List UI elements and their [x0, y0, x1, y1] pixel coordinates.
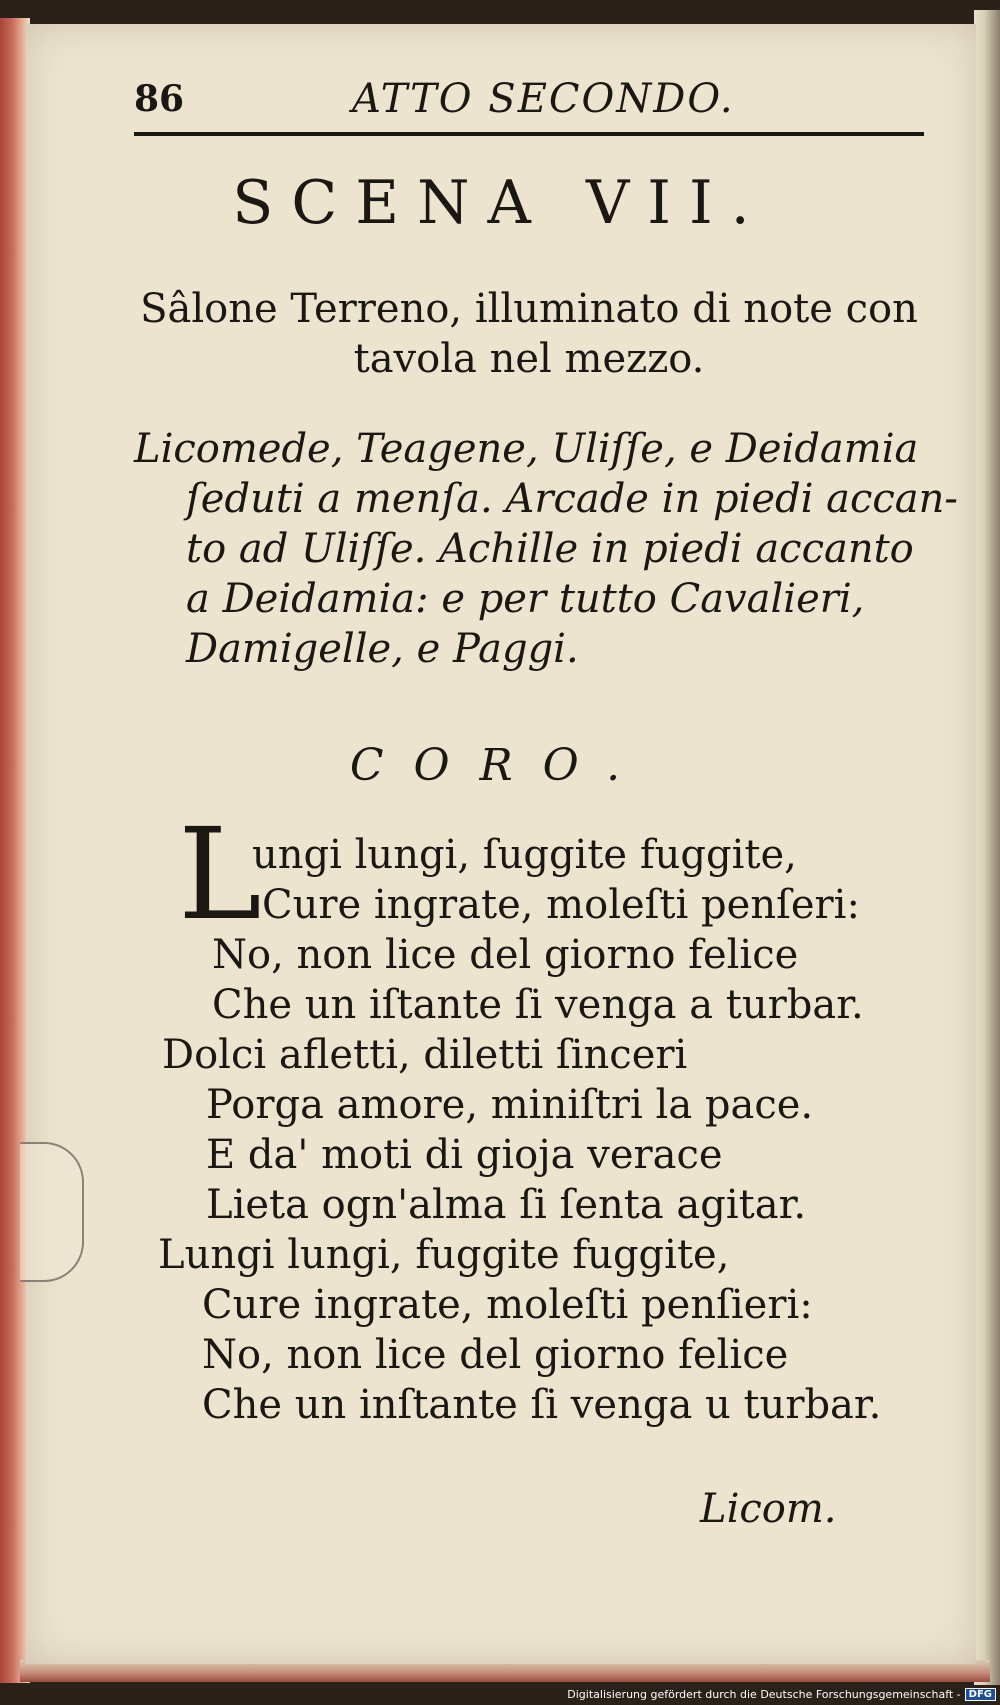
page-clip — [20, 1142, 84, 1282]
footer-text: Digitalisierung gefördert durch die Deutsche Forschungsgemeinschaft - — [567, 1687, 961, 1701]
stage-direction-line: ſeduti a menſa. Arcade in piedi accan- — [186, 476, 958, 522]
chorus-heading: CORO. — [349, 740, 651, 791]
verse-line: Che un inſtante ſi venga u turbar. — [202, 1382, 882, 1428]
page-header — [134, 78, 924, 138]
verse-line: No, non lice del giorno felice — [202, 1332, 789, 1378]
verse-line: Che un iſtante ſi venga a turbar. — [212, 982, 864, 1028]
verse-line: Porga amore, miniſtri la pace. — [206, 1082, 814, 1128]
book-edge-right — [974, 10, 1000, 1685]
stage-direction-line: a Deidamia: e per tutto Cavalieri, — [186, 576, 865, 622]
verse-line: Lungi lungi, fuggite fuggite, — [158, 1232, 730, 1278]
verse-line: No, non lice del giorno felice — [212, 932, 799, 978]
scene-title: SCENA VII. — [232, 168, 768, 238]
setting-line: tavola nel mezzo. — [353, 336, 705, 382]
running-head: ATTO SECONDO. — [352, 76, 735, 122]
verse-line: Lieta ogn'alma ſi ſenta agitar. — [206, 1182, 807, 1228]
stage-direction-line: Licomede, Teagene, Uliſſe, e Deidamia — [134, 426, 919, 472]
header-rule — [134, 132, 924, 136]
stage-direction-line: Damigelle, e Paggi. — [186, 626, 579, 672]
verse-line: Cure ingrate, moleſti penſieri: — [202, 1282, 813, 1328]
stage-direction-line: to ad Uliſſe. Achille in piedi accanto — [186, 526, 914, 572]
setting-line: Sâlone Terreno, illuminato di note con — [140, 286, 918, 332]
digitization-footer — [567, 1685, 996, 1703]
verse-line: Dolci afletti, diletti ſinceri — [162, 1032, 688, 1078]
verse-line: E da' moti di gioja verace — [206, 1132, 723, 1178]
chorus-verse — [134, 830, 924, 1430]
catchword: Licom. — [700, 1486, 837, 1532]
page-number: 86 — [134, 78, 185, 120]
verse-line: Cure ingrate, moleſti penſeri: — [262, 882, 860, 928]
stage-direction — [134, 424, 958, 674]
scene-setting — [134, 284, 924, 384]
dfg-logo: DFG — [965, 1688, 996, 1701]
drop-cap: L — [178, 801, 262, 948]
verse-line: ungi lungi, ſuggite fuggite, — [252, 832, 797, 878]
